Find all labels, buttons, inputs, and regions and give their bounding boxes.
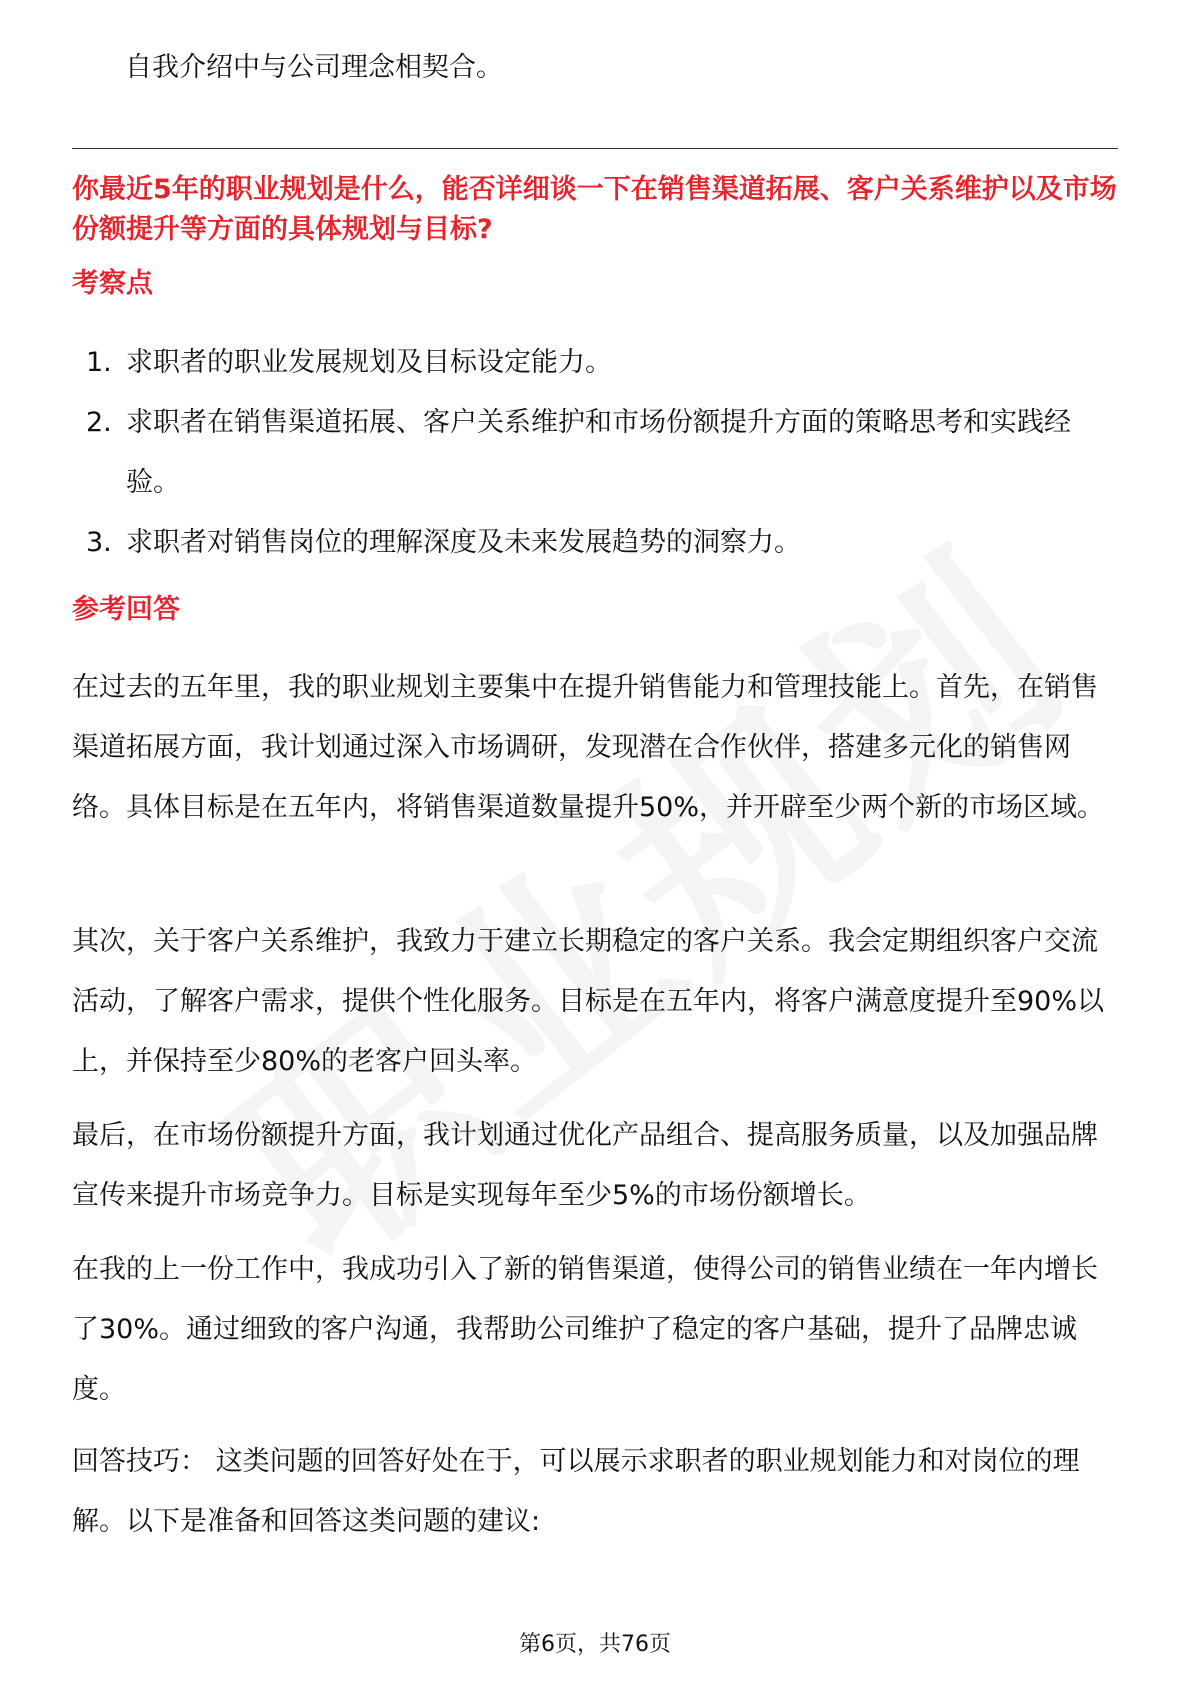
- list-item: [72, 513, 1118, 573]
- answer-paragraph: 在过去的五年里，我的职业规划主要集中在提升销售能力和管理技能上。首先，在销售渠道拓展方面，我计划通过深入市场调研，发现潜在合作伙伴，搭建多元化的销售网络。具体目标是在五年内，将销售渠道数量提升50%，并开辟至少两个新的市场区域。: [72, 672, 1105, 823]
- list-item: [72, 333, 1118, 393]
- points-list: [72, 333, 1118, 573]
- list-item-text: 求职者对销售岗位的理解深度及未来发展趋势的洞察力。: [126, 527, 801, 558]
- list-item-number: 1.: [86, 347, 112, 378]
- list-item-text: 求职者在销售渠道拓展、客户关系维护和市场份额提升方面的策略思考和实践经验。: [126, 407, 1071, 498]
- points-section-title: 考察点: [72, 268, 153, 299]
- page-number-footer: 第6页，共76页: [519, 1632, 671, 1657]
- answer-paragraph: 在我的上一份工作中，我成功引入了新的销售渠道，使得公司的销售业绩在一年内增长了30%。通过细致的客户沟通，我帮助公司维护了稳定的客户基础，提升了品牌忠诚度。: [72, 1254, 1098, 1405]
- answer-paragraph: 最后，在市场份额提升方面，我计划通过优化产品组合、提高服务质量，以及加强品牌宣传来提升市场竞争力。目标是实现每年至少5%的市场份额增长。: [72, 1120, 1098, 1211]
- list-item-text: 求职者的职业发展规划及目标设定能力。: [126, 347, 612, 378]
- intro-tail-text: 自我介绍中与公司理念相契合。: [125, 52, 503, 83]
- answer-paragraph: 其次，关于客户关系维护，我致力于建立长期稳定的客户关系。我会定期组织客户交流活动，了解客户需求，提供个性化服务。目标是在五年内，将客户满意度提升至90%以上，并保持至少80%的老客户回头率。: [72, 926, 1105, 1077]
- question-heading: 你最近5年的职业规划是什么，能否详细谈一下在销售渠道拓展、客户关系维护以及市场份额提升等方面的具体规划与目标?: [72, 174, 1117, 245]
- answer-section-title: 参考回答: [72, 594, 180, 625]
- list-item: [72, 393, 1118, 513]
- list-item-number: 2.: [86, 407, 112, 438]
- list-item-number: 3.: [86, 527, 112, 558]
- section-divider: [72, 148, 1118, 149]
- answer-tips-paragraph: 回答技巧： 这类问题的回答好处在于，可以展示求职者的职业规划能力和对岗位的理解。以下是准备和回答这类问题的建议:: [72, 1446, 1080, 1537]
